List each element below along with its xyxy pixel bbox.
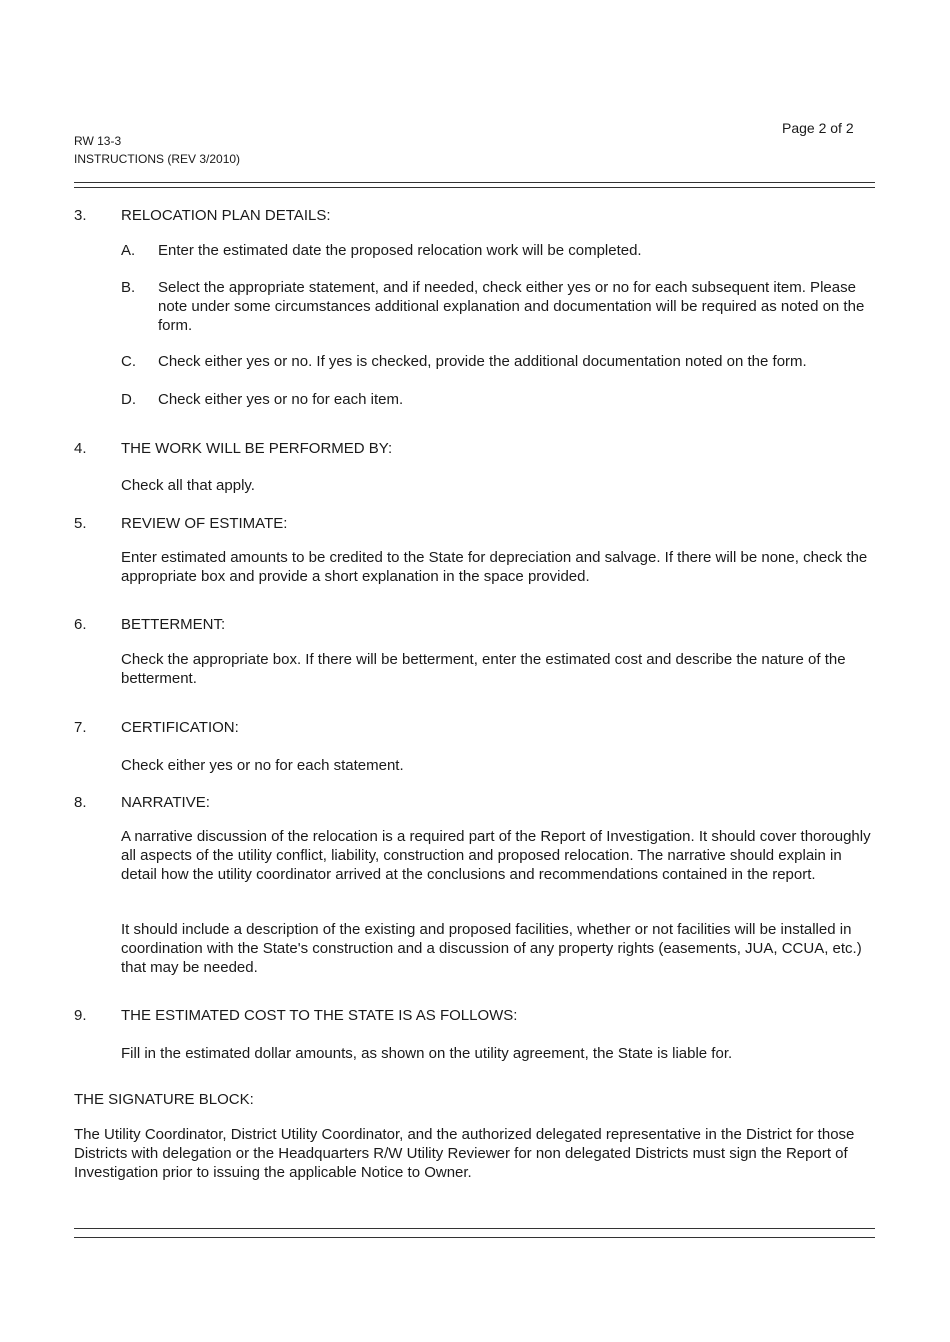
section-3-title: RELOCATION PLAN DETAILS: — [121, 207, 331, 224]
form-number: RW 13-3 — [74, 134, 122, 148]
section-6-title: BETTERMENT: — [121, 616, 226, 633]
section-9-title: THE ESTIMATED COST TO THE STATE IS AS FOLLOWS: — [121, 1007, 518, 1024]
section-6-body: Check the appropriate box. If there will be betterment, enter the estimated cost and describe the nature of the betterment. — [121, 651, 846, 687]
section-7-body: Check either yes or no for each statement. — [121, 757, 404, 774]
section-3-item-a-letter: A. — [121, 242, 136, 259]
section-3-item-c-text: Check either yes or no. If yes is checked, provide the additional documentation noted on the form. — [158, 353, 807, 370]
section-3-item-a-text: Enter the estimated date the proposed relocation work will be completed. — [158, 242, 642, 259]
section-3-item-b-text: Select the appropriate statement, and if needed, check either yes or no for each subsequent item. Please note under some circumstances additional explanation and documentation will be required as noted on the form. — [158, 279, 865, 334]
section-4-body: Check all that apply. — [121, 477, 255, 494]
footer-divider-bottom — [74, 1237, 875, 1238]
section-3-item-b-letter: B. — [121, 279, 136, 296]
section-9-number: 9. — [74, 1007, 87, 1024]
section-3-item-d-text: Check either yes or no for each item. — [158, 391, 404, 408]
section-5-body: Enter estimated amounts to be credited to the State for depreciation and salvage. If there will be none, check the appropriate box and provide a short explanation in the space provided. — [121, 549, 868, 585]
header-divider-top — [74, 182, 875, 183]
signature-block-body: The Utility Coordinator, District Utility Coordinator, and the authorized delegated representative in the District for those Districts with delegation or the Headquarters R/W Utility Reviewer for non delegated Districts must sign the Report of Investigation prior to issuing the applicable Notice to Owner. — [74, 1126, 855, 1181]
section-5-title: REVIEW OF ESTIMATE: — [121, 515, 288, 532]
section-8-number: 8. — [74, 794, 87, 811]
section-6-number: 6. — [74, 616, 87, 633]
section-8-title: NARRATIVE: — [121, 794, 210, 811]
section-3-item-c-letter: C. — [121, 353, 136, 370]
section-3-number: 3. — [74, 207, 87, 224]
page-number: Page 2 of 2 — [782, 120, 854, 136]
section-5-number: 5. — [74, 515, 87, 532]
header-divider-bottom — [74, 187, 875, 188]
section-7-number: 7. — [74, 719, 87, 736]
signature-block-title: THE SIGNATURE BLOCK: — [74, 1091, 254, 1108]
section-3-item-d-letter: D. — [121, 391, 136, 408]
section-8-body-2: It should include a description of the existing and proposed facilities, whether or not facilities will be installed in coordination with the State's construction and a discussion of any property rights (easements, JUA, CCUA, etc.) that may be needed. — [121, 921, 862, 976]
form-title: INSTRUCTIONS (REV 3/2010) — [74, 152, 241, 166]
section-9-body: Fill in the estimated dollar amounts, as shown on the utility agreement, the State is liable for. — [121, 1045, 733, 1062]
section-4-number: 4. — [74, 440, 87, 457]
section-7-title: CERTIFICATION: — [121, 719, 239, 736]
section-8-body-1: A narrative discussion of the relocation is a required part of the Report of Investigation. It should cover thoroughly all aspects of the utility conflict, liability, construction and proposed relocation. The narrative should explain in detail how the utility coordinator arrived at the conclusions and recommendations contained in the report. — [121, 828, 871, 883]
section-4-title: THE WORK WILL BE PERFORMED BY: — [121, 440, 393, 457]
footer-divider-top — [74, 1228, 875, 1229]
